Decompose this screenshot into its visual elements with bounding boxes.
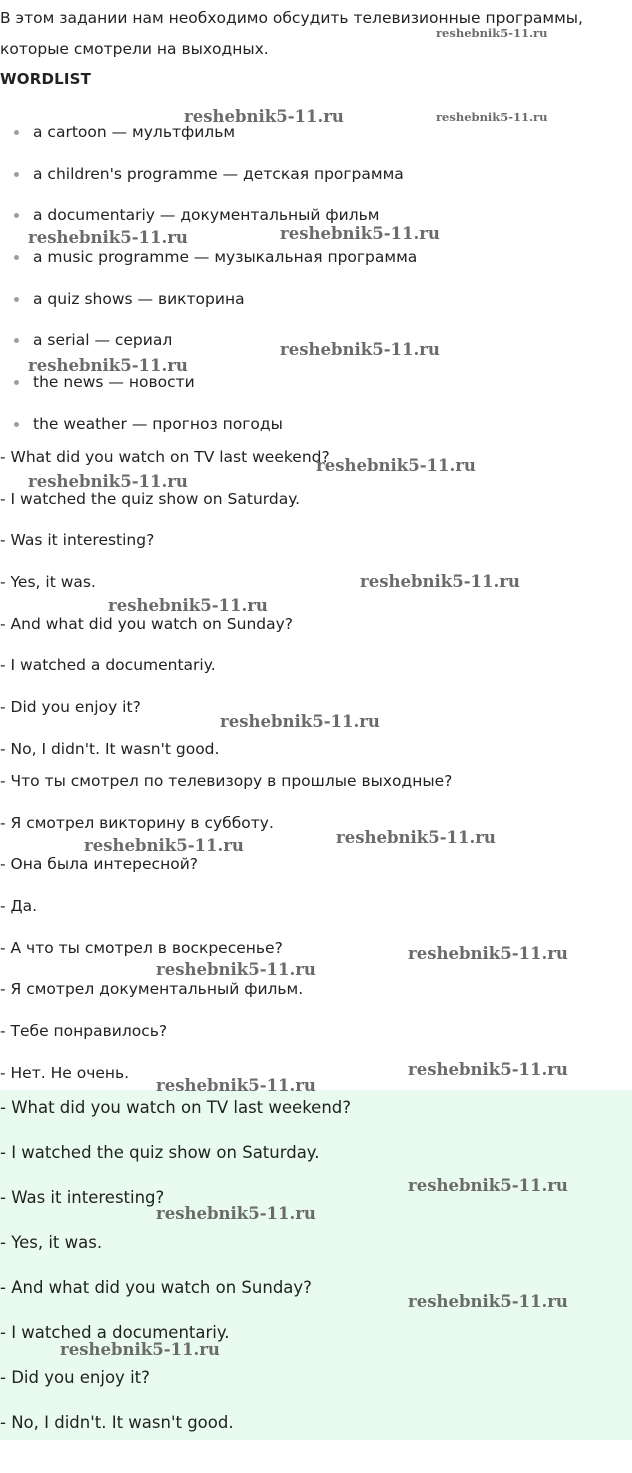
wordlist-item: a cartoon — мультфильм xyxy=(0,118,417,160)
answer-line: - And what did you watch on Sunday? xyxy=(0,1278,312,1297)
watermark: reshebnik5-11.ru xyxy=(184,107,344,126)
intro-text: В этом задании нам необходимо обсудить телевизионные программы, которые смотрели на выходных. xyxy=(0,9,583,58)
wordlist-item: the weather — прогноз погоды xyxy=(0,410,417,452)
dialog-line: - Тебе понравилось? xyxy=(0,1022,168,1041)
watermark: reshebnik5-11.ru xyxy=(316,456,476,475)
dialog-russian xyxy=(0,767,452,1101)
watermark: reshebnik5-11.ru xyxy=(336,828,496,847)
dialog-line: - What did you watch on TV last weekend? xyxy=(0,448,330,466)
dialog-line: - А что ты смотрел в воскресенье? xyxy=(0,938,283,957)
bullet-icon xyxy=(14,380,19,385)
bullet-icon xyxy=(14,213,19,218)
wordlist-item: a serial — сериал xyxy=(0,326,417,368)
answer-line: - I watched the quiz show on Saturday. xyxy=(0,1143,320,1162)
watermark: reshebnik5-11.ru xyxy=(156,960,316,979)
watermark: reshebnik5-11.ru xyxy=(408,1292,568,1311)
bullet-icon xyxy=(14,255,19,260)
answer-line: - What did you watch on TV last weekend? xyxy=(0,1098,352,1117)
watermark: reshebnik5-11.ru xyxy=(108,596,268,615)
dialog-line: - Она была интересной? xyxy=(0,855,198,874)
watermark: reshebnik5-11.ru xyxy=(408,944,568,963)
wordlist-item: a documentariy — документальный фильм xyxy=(0,201,417,243)
watermark: reshebnik5-11.ru xyxy=(156,1204,316,1223)
dialog-line: - Да. xyxy=(0,897,38,916)
watermark: reshebnik5-11.ru xyxy=(360,572,520,591)
wordlist-item: the news — новости xyxy=(0,368,417,410)
answer-line: - Was it interesting? xyxy=(0,1188,165,1207)
answer-line: - Yes, it was. xyxy=(0,1233,103,1252)
bullet-icon xyxy=(14,422,19,427)
watermark: reshebnik5-11.ru xyxy=(28,356,188,375)
dialog-line: - No, I didn't. It wasn't good. xyxy=(0,739,220,758)
watermark: reshebnik5-11.ru xyxy=(436,26,548,40)
dialog-line: - Я смотрел викторину в субботу. xyxy=(0,813,274,832)
bullet-icon xyxy=(14,172,19,177)
dialog-line: - I watched the quiz show on Saturday. xyxy=(0,489,301,508)
watermark: reshebnik5-11.ru xyxy=(408,1060,568,1079)
watermark: reshebnik5-11.ru xyxy=(220,712,380,731)
watermark: reshebnik5-11.ru xyxy=(436,110,548,124)
watermark: reshebnik5-11.ru xyxy=(280,340,440,359)
wordlist-item: a music programme — музыкальная программа xyxy=(0,243,417,285)
dialog-line: - And what did you watch on Sunday? xyxy=(0,614,294,633)
wordlist-item: a children's programme — детская программа xyxy=(0,160,417,202)
bullet-icon xyxy=(14,338,19,343)
bullet-icon xyxy=(14,130,19,135)
answer-line: - No, I didn't. It wasn't good. xyxy=(0,1413,234,1432)
watermark: reshebnik5-11.ru xyxy=(156,1076,316,1095)
watermark: reshebnik5-11.ru xyxy=(280,224,440,243)
watermark: reshebnik5-11.ru xyxy=(28,472,188,491)
dialog-line: - Did you enjoy it? xyxy=(0,698,141,717)
wordlist xyxy=(0,118,417,452)
dialog-line: - Нет. Не очень. xyxy=(0,1063,130,1082)
dialog-line: - Was it interesting? xyxy=(0,531,155,550)
answer-line: - I watched a documentariy. xyxy=(0,1323,230,1342)
answer-line: - Did you enjoy it? xyxy=(0,1368,150,1387)
dialog-line: - Я смотрел документальный фильм. xyxy=(0,980,304,999)
wordlist-heading: WORDLIST xyxy=(0,70,92,88)
wordlist-item: a quiz shows — викторина xyxy=(0,285,417,327)
watermark: reshebnik5-11.ru xyxy=(60,1340,220,1359)
dialog-line: - Yes, it was. xyxy=(0,573,96,592)
watermark: reshebnik5-11.ru xyxy=(28,228,188,247)
dialog-line: - I watched a documentariy. xyxy=(0,656,216,675)
bullet-icon xyxy=(14,297,19,302)
dialog-line: - Что ты смотрел по телевизору в прошлые выходные? xyxy=(0,772,453,790)
watermark: reshebnik5-11.ru xyxy=(408,1176,568,1195)
watermark: reshebnik5-11.ru xyxy=(84,836,244,855)
answer-box xyxy=(0,1090,632,1440)
